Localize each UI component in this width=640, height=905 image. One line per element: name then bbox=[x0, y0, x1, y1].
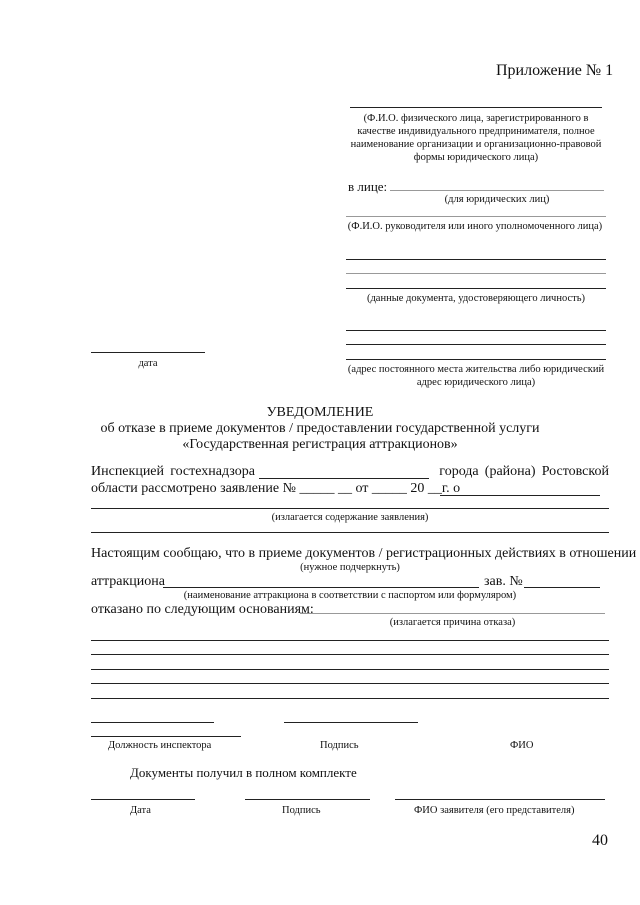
attraction-label: аттракциона bbox=[91, 574, 165, 589]
receipt-signature-caption: Подпись bbox=[282, 805, 321, 816]
content-line-1 bbox=[91, 508, 609, 509]
date-line bbox=[91, 352, 205, 353]
address-line-3 bbox=[346, 359, 606, 360]
notice-subtitle: об отказе в приеме документов / предоставлении государственной услуги bbox=[100, 421, 540, 436]
inspector-fio-caption: ФИО bbox=[510, 740, 534, 751]
refused-line bbox=[300, 613, 605, 614]
reason-line-5 bbox=[91, 698, 609, 699]
underline-caption: (нужное подчеркнуть) bbox=[300, 562, 400, 573]
position-line-1 bbox=[91, 722, 214, 723]
address-line-1 bbox=[346, 330, 606, 331]
inspection-line: Инспекцией гостехнадзора города (района) Ростовской bbox=[91, 464, 609, 479]
reason-line-2 bbox=[91, 654, 609, 655]
doc-caption: (данные документа, удостоверяющего личность) bbox=[366, 293, 586, 304]
content-line-2 bbox=[91, 532, 609, 533]
doc-line-3 bbox=[346, 288, 606, 289]
address-caption: (адрес постоянного места жительства либо юридический адрес юридического лица) bbox=[347, 364, 605, 388]
notice-title: УВЕДОМЛЕНИЕ bbox=[266, 405, 374, 420]
receipt-signature-line bbox=[245, 799, 370, 800]
considered-about-line bbox=[440, 495, 600, 496]
page-number: 40 bbox=[592, 832, 608, 849]
inspector-signature-line bbox=[284, 722, 418, 723]
inspector-signature-caption: Подпись bbox=[320, 740, 359, 751]
receipt-fio-line bbox=[395, 799, 605, 800]
in-person-label: в лице: bbox=[348, 179, 388, 194]
doc-line-1 bbox=[346, 259, 606, 260]
date-caption: дата bbox=[138, 358, 158, 369]
head-caption: (Ф.И.О. руководителя или иного уполномоченного лица) bbox=[347, 221, 603, 232]
fio-line bbox=[350, 107, 602, 108]
reason-line-4 bbox=[91, 683, 609, 684]
attraction-caption: (наименование аттракциона в соответствии с паспортом или формуляром) bbox=[183, 590, 517, 601]
appendix-label: Приложение № 1 bbox=[496, 62, 614, 79]
receipt-date-line bbox=[91, 799, 195, 800]
number-label: зав. № bbox=[484, 574, 523, 589]
notify-line: Настоящим сообщаю, что в приеме документов / регистрационных действиях в отношении bbox=[91, 546, 637, 561]
notice-service: «Государственная регистрация аттракционов» bbox=[182, 437, 458, 452]
content-caption: (излагается содержание заявления) bbox=[271, 512, 429, 523]
position-line-2 bbox=[91, 736, 241, 737]
attraction-line bbox=[163, 587, 479, 588]
considered-line: области рассмотрено заявление № _____ __ от _____ 20 __г. о bbox=[91, 481, 461, 496]
receipt-date-caption: Дата bbox=[130, 805, 151, 816]
fio-caption: (Ф.И.О. физического лица, зарегистрированного в качестве индивидуального предпринимателя, полное наименование организации и организационно-правовой формы юридического лица) bbox=[350, 113, 602, 163]
receipt-fio-caption: ФИО заявителя (его представителя) bbox=[414, 805, 575, 816]
doc-line-2 bbox=[346, 273, 606, 274]
number-line bbox=[524, 587, 600, 588]
inspector-position-caption: Должность инспектора bbox=[108, 740, 212, 751]
for-legal-caption: (для юридических лиц) bbox=[444, 194, 550, 205]
receipt-text: Документы получил в полном комплекте bbox=[130, 765, 357, 780]
reason-line-3 bbox=[91, 669, 609, 670]
refused-label: отказано по следующим основаниям: bbox=[91, 602, 314, 617]
reason-line-1 bbox=[91, 640, 609, 641]
reason-caption: (излагается причина отказа) bbox=[389, 617, 516, 628]
inspection-name-line bbox=[259, 478, 429, 479]
in-person-line bbox=[390, 190, 604, 191]
head-line bbox=[346, 216, 606, 217]
address-line-2 bbox=[346, 344, 606, 345]
